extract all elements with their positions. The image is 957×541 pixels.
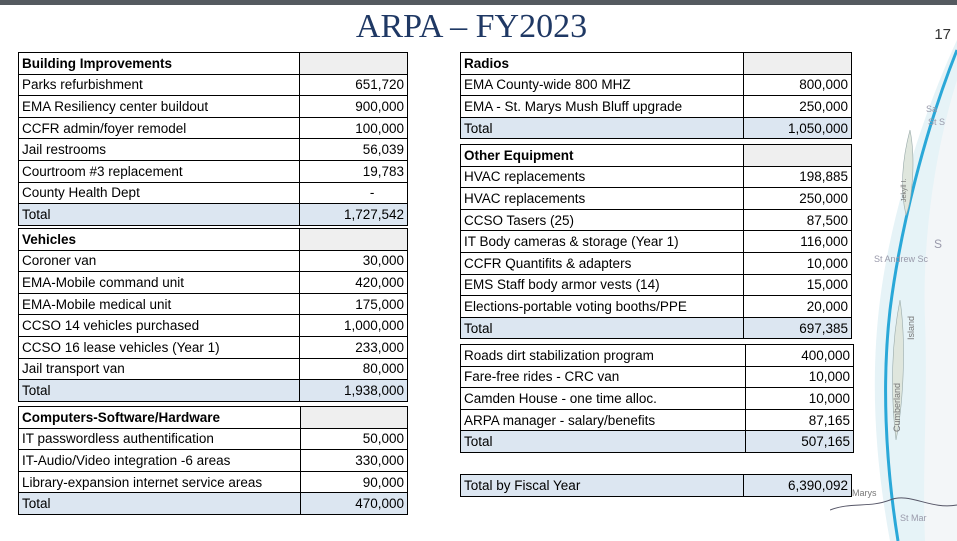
- row-value: 10,000: [746, 388, 854, 410]
- page-number: 17: [934, 26, 951, 43]
- row-label: CCSO 14 vehicles purchased: [19, 315, 300, 337]
- table-row: [19, 428, 408, 450]
- table-row: [19, 250, 408, 272]
- row-value: 420,000: [300, 272, 408, 294]
- table-row: [461, 274, 852, 296]
- fiscal-total-label: Total by Fiscal Year: [461, 475, 744, 497]
- table-row: [19, 293, 408, 315]
- table-row: [461, 296, 852, 318]
- table-row: [19, 96, 408, 118]
- table-header-row: [461, 53, 852, 75]
- radios-table: [460, 52, 852, 139]
- table-row: [19, 450, 408, 472]
- table-row: [19, 182, 408, 204]
- total-label: Total: [19, 204, 300, 226]
- map-label: St Andrew Sc: [874, 254, 929, 264]
- total-row: [461, 317, 852, 339]
- table-header-row: [19, 407, 408, 429]
- total-row: [19, 380, 408, 402]
- map-label: S: [934, 237, 943, 251]
- map-label: St S: [928, 117, 946, 127]
- table-row: [461, 188, 852, 210]
- row-label: EMA - St. Marys Mush Bluff upgrade: [461, 96, 744, 118]
- row-value: 10,000: [746, 366, 854, 388]
- map-label: Sa: [926, 104, 938, 114]
- map-label: Marys: [852, 488, 877, 498]
- table-header-row: [19, 53, 408, 75]
- total-value: 1,727,542: [300, 204, 408, 226]
- header-value-cell: [300, 53, 408, 75]
- row-value: 87,165: [746, 409, 854, 431]
- total-value: 470,000: [300, 493, 407, 515]
- row-value: 20,000: [744, 296, 852, 318]
- row-label: CCFR Quantifits & adapters: [461, 252, 744, 274]
- table-row: [19, 74, 408, 96]
- table-row: [19, 272, 408, 294]
- total-value: 1,938,000: [300, 380, 408, 402]
- row-label: HVAC replacements: [461, 166, 744, 188]
- map-label: St Mar: [900, 513, 927, 523]
- row-value: 15,000: [744, 274, 852, 296]
- row-value: 175,000: [300, 293, 408, 315]
- table-header-row: [19, 229, 408, 251]
- top-bar: [0, 0, 957, 5]
- table-row: [461, 166, 852, 188]
- table-row: [461, 345, 854, 367]
- table-row: [461, 231, 852, 253]
- total-value: 697,385: [744, 317, 852, 339]
- row-value: 330,000: [300, 450, 407, 472]
- row-value: 90,000: [300, 471, 407, 493]
- row-label: IT Body cameras & storage (Year 1): [461, 231, 744, 253]
- row-label: Jail transport van: [19, 358, 300, 380]
- row-label: EMS Staff body armor vests (14): [461, 274, 744, 296]
- table-row: [461, 409, 854, 431]
- row-label: CCSO 16 lease vehicles (Year 1): [19, 336, 300, 358]
- section-header: Building Improvements: [19, 53, 300, 75]
- other-equipment-table: [460, 144, 852, 339]
- row-value: 233,000: [300, 336, 408, 358]
- table-row: [461, 388, 854, 410]
- table-row: [19, 117, 408, 139]
- table-row: [461, 209, 852, 231]
- row-value: 19,783: [300, 160, 408, 182]
- building-improvements-table: [18, 52, 408, 226]
- total-label: Total: [19, 380, 300, 402]
- row-value: 400,000: [746, 345, 854, 367]
- row-label: Elections-portable voting booths/PPE: [461, 296, 744, 318]
- fiscal-total-value: 6,390,092: [744, 475, 852, 497]
- row-label: Fare-free rides - CRC van: [461, 366, 746, 388]
- computers-table: [18, 406, 408, 515]
- row-value: 30,000: [300, 250, 408, 272]
- row-label: County Health Dept: [19, 182, 300, 204]
- row-value: 100,000: [300, 117, 408, 139]
- misc-items-table: [460, 344, 854, 453]
- total-row: [461, 117, 852, 139]
- row-label: Library-expansion internet service areas: [19, 471, 301, 493]
- row-label: Courtroom #3 replacement: [19, 160, 300, 182]
- row-label: Jail restrooms: [19, 139, 300, 161]
- total-value: 507,165: [746, 431, 854, 453]
- table-row: [461, 74, 852, 96]
- row-label: Parks refurbishment: [19, 74, 300, 96]
- row-label: EMA-Mobile medical unit: [19, 293, 300, 315]
- row-value: 87,500: [744, 209, 852, 231]
- row-label: EMA-Mobile command unit: [19, 272, 300, 294]
- row-value: 900,000: [300, 96, 408, 118]
- row-label: Coroner van: [19, 250, 300, 272]
- row-label: IT passwordless authentification: [19, 428, 301, 450]
- section-header: Radios: [461, 53, 744, 75]
- row-value: 651,720: [300, 74, 408, 96]
- total-label: Total: [461, 117, 744, 139]
- map-label: Island: [906, 315, 916, 340]
- row-value: 50,000: [300, 428, 407, 450]
- table-row: [19, 139, 408, 161]
- header-value-cell: [744, 53, 852, 75]
- row-label: ARPA manager - salary/benefits: [461, 409, 746, 431]
- table-row: [19, 471, 408, 493]
- row-value: 198,885: [744, 166, 852, 188]
- row-value: 56,039: [300, 139, 408, 161]
- row-value: 250,000: [744, 188, 852, 210]
- table-row: [461, 96, 852, 118]
- row-label: Roads dirt stabilization program: [461, 345, 746, 367]
- table-row: [461, 366, 854, 388]
- section-header: Computers-Software/Hardware: [19, 407, 301, 429]
- total-row: [19, 204, 408, 226]
- table-row: [19, 160, 408, 182]
- row-value: 1,000,000: [300, 315, 408, 337]
- row-label: EMA Resiliency center buildout: [19, 96, 300, 118]
- section-header: Other Equipment: [461, 145, 744, 167]
- table-header-row: [461, 145, 852, 167]
- header-value-cell: [300, 407, 407, 429]
- section-header: Vehicles: [19, 229, 300, 251]
- row-label: EMA County-wide 800 MHZ: [461, 74, 744, 96]
- total-label: Total: [461, 431, 746, 453]
- fiscal-year-total-table: [460, 474, 852, 497]
- table-row: [19, 358, 408, 380]
- row-label: Camden House - one time alloc.: [461, 388, 746, 410]
- row-value: 250,000: [744, 96, 852, 118]
- total-label: Total: [19, 493, 301, 515]
- page-title: ARPA – FY2023: [355, 8, 588, 45]
- row-label: CCSO Tasers (25): [461, 209, 744, 231]
- row-value: 80,000: [300, 358, 408, 380]
- row-label: IT-Audio/Video integration -6 areas: [19, 450, 301, 472]
- fiscal-total-row: [461, 475, 852, 497]
- row-value: 800,000: [744, 74, 852, 96]
- table-row: [19, 315, 408, 337]
- table-row: [19, 336, 408, 358]
- total-label: Total: [461, 317, 744, 339]
- table-row: [461, 252, 852, 274]
- map-label: Cumberland: [892, 382, 902, 432]
- total-row: [19, 493, 408, 515]
- row-value: 116,000: [744, 231, 852, 253]
- header-value-cell: [300, 229, 408, 251]
- total-value: 1,050,000: [744, 117, 852, 139]
- row-value: 10,000: [744, 252, 852, 274]
- map-label: Jekyll I.: [901, 178, 908, 202]
- row-label: HVAC replacements: [461, 188, 744, 210]
- row-value: -: [300, 182, 408, 204]
- row-label: CCFR admin/foyer remodel: [19, 117, 300, 139]
- header-value-cell: [744, 145, 852, 167]
- total-row: [461, 431, 854, 453]
- vehicles-table: [18, 228, 408, 402]
